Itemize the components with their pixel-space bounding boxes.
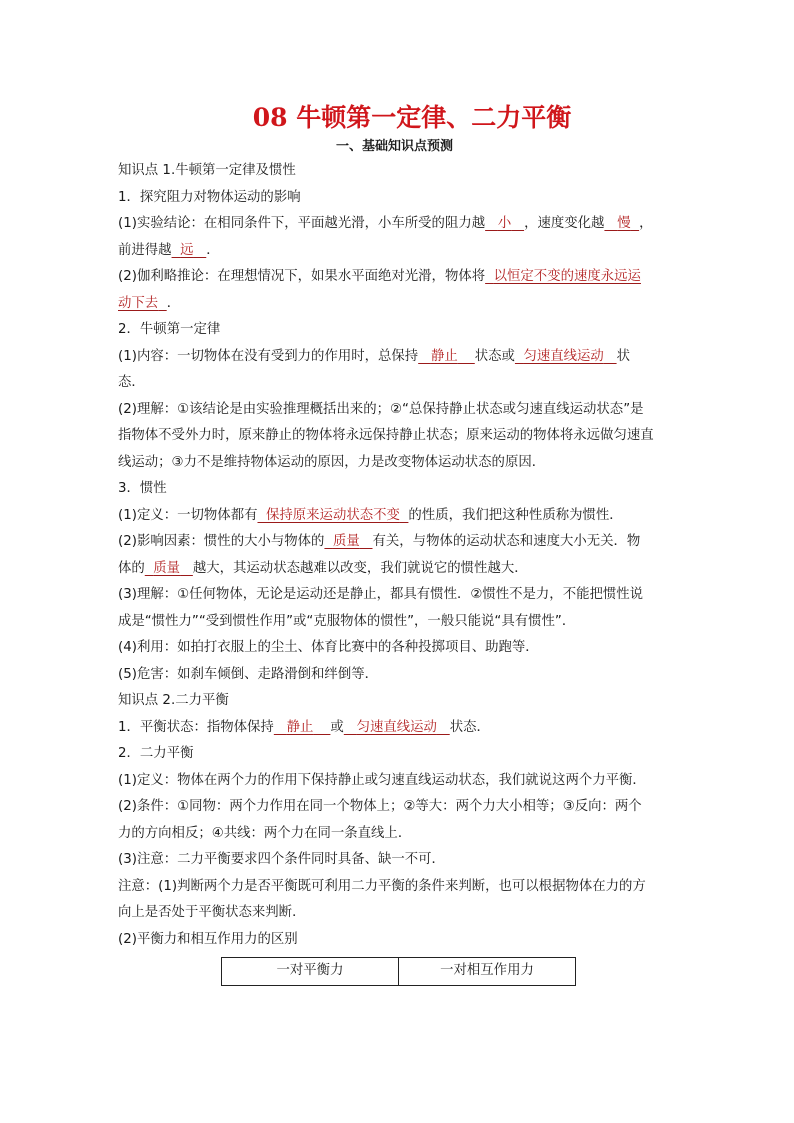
kp2-note-l1: 注意：(1)判断两个力是否平衡既可利用二力平衡的条件来判断，也可以根据物体在力的方 xyxy=(118,878,646,894)
text: 状 xyxy=(616,348,630,364)
text: ，速度变化越 xyxy=(524,216,605,231)
text: (1)内容：一切物体在没有受到力的作用时，总保持 xyxy=(118,348,419,364)
comparison-table xyxy=(221,957,576,986)
answer-blank: 慢 xyxy=(617,216,631,231)
text: 状态． xyxy=(449,719,490,735)
text: (1)实验结论：在相同条件下，平面越光滑，小车所受的阻力越 xyxy=(118,216,486,231)
kp1-s1-paragraph-1 xyxy=(118,211,678,238)
text: 前进得越 xyxy=(118,242,172,258)
answer-blank: 静止 xyxy=(430,348,458,364)
document-title: 08 牛顿第一定律、二力平衡 xyxy=(252,103,572,132)
text: 1．平衡状态：指物体保持 xyxy=(118,719,274,735)
text: 或 xyxy=(330,719,344,735)
kp1-s3-paragraph-1 xyxy=(118,503,678,530)
kp1-s2-paragraph-2-l1: (2)理解：①该结论是由实验推理概括出来的；②“总保持静止状态或匀速直线运动状态”是 xyxy=(118,401,644,417)
answer-blank: 保持原来运动状态不变 xyxy=(266,507,400,523)
document-body xyxy=(118,158,678,986)
text: ． xyxy=(166,295,181,311)
kp2-s2-paragraph-2-l1: (2)条件：①同物：两个力作用在同一个物体上；②等大：两个力大小相等；③反向：两个 xyxy=(118,799,642,814)
kp1-s2-paragraph-2-l3: 线运动；③力不是维持物体运动的原因，力是改变物体运动状态的原因． xyxy=(118,454,546,470)
answer-blank: 静止 xyxy=(286,719,314,735)
text: ． xyxy=(206,242,220,258)
text: (2)伽利略推论：在理想情况下，如果水平面绝对光滑，物体将 xyxy=(118,269,486,284)
kp1-s3-paragraph-2 xyxy=(118,529,678,556)
kp1-s2-paragraph-2-l2: 指物体不受外力时，原来静止的物体将永远保持静止状态；原来运动的物体将永远做匀速直 xyxy=(118,428,654,443)
table-header-cell: 一对相互作用力 xyxy=(399,958,576,986)
kp1-s1-paragraph-2 xyxy=(118,264,678,291)
answer-blank: 质量 xyxy=(153,560,181,576)
kp1-s2-paragraph-1 xyxy=(118,344,678,371)
kp1-s3-paragraph-2-cont xyxy=(118,556,678,583)
text: 体的 xyxy=(118,560,145,576)
kp2-s1-paragraph xyxy=(118,715,678,742)
kp1-section-3-heading: 3．惯性 xyxy=(118,481,167,496)
text: ， xyxy=(639,216,653,231)
kp1-s3-paragraph-3-l1: (3)理解：①任何物体，无论是运动还是静止，都具有惯性．②惯性不是力，不能把惯性说 xyxy=(118,587,644,602)
kp1-section-1-heading: 1．探究阻力对物体运动的影响 xyxy=(118,189,301,205)
answer-blank: 小 xyxy=(497,216,512,231)
kp2-s2-paragraph-2-l2: 力的方向相反；④共线：两个力在同一条直线上． xyxy=(118,825,412,841)
kp1-s3-paragraph-5: (5)危害：如刹车倾倒、走路滑倒和绊倒等． xyxy=(118,666,378,682)
kp2-note-l2: 向上是否处于平衡状态来判断． xyxy=(118,905,306,920)
section-subtitle: 一、基础知识点预测 xyxy=(336,139,454,154)
answer-blank: 质量 xyxy=(332,534,360,549)
knowledge-point-1-heading: 知识点 1.牛顿第一定律及惯性 xyxy=(118,163,296,178)
text: 有关，与物体的运动状态和速度大小无关．物 xyxy=(372,534,641,549)
kp1-section-2-heading: 2．牛顿第一定律 xyxy=(118,322,221,337)
text: 的性质，我们把这种性质称为惯性． xyxy=(408,507,623,523)
text: 状态或 xyxy=(474,348,515,364)
text: (1)定义：一切物体都有 xyxy=(118,507,258,523)
kp2-note-2: (2)平衡力和相互作用力的区别 xyxy=(118,931,298,947)
answer-blank: 匀速直线运动 xyxy=(356,719,437,735)
text: (2)影响因素：惯性的大小与物体的 xyxy=(118,534,325,549)
kp2-s2-paragraph-3: (3)注意：二力平衡要求四个条件同时具备、缺一不可． xyxy=(118,852,445,867)
answer-blank: 远 xyxy=(180,242,194,258)
answer-blank: 以恒定不变的速度永远运 xyxy=(493,269,641,284)
table-header-cell: 一对平衡力 xyxy=(222,958,399,986)
table-header-row xyxy=(222,958,576,986)
kp1-s3-paragraph-4: (4)利用：如拍打衣服上的尘土、体育比赛中的各种投掷项目、助跑等． xyxy=(118,640,539,655)
kp1-s2-paragraph-1-cont: 态． xyxy=(118,375,145,390)
answer-blank: 匀速直线运动 xyxy=(523,348,604,364)
text: 越大，其运动状态越难以改变，我们就说它的惯性越大． xyxy=(192,560,528,576)
kp1-s1-paragraph-2-cont xyxy=(118,291,678,318)
kp2-s2-paragraph-1: (1)定义：物体在两个力的作用下保持静止或匀速直线运动状态，我们就说这两个力平衡． xyxy=(118,772,646,788)
kp1-s3-paragraph-3-l2: 成是“惯性力”“受到惯性作用”或“克服物体的惯性”，一般只能说“具有惯性”． xyxy=(118,613,576,629)
kp2-section-2-heading: 2．二力平衡 xyxy=(118,746,194,761)
answer-blank: 动下去 xyxy=(118,295,159,311)
knowledge-point-2-heading: 知识点 2.二力平衡 xyxy=(118,693,229,708)
kp1-s1-paragraph-1-cont xyxy=(118,238,678,265)
